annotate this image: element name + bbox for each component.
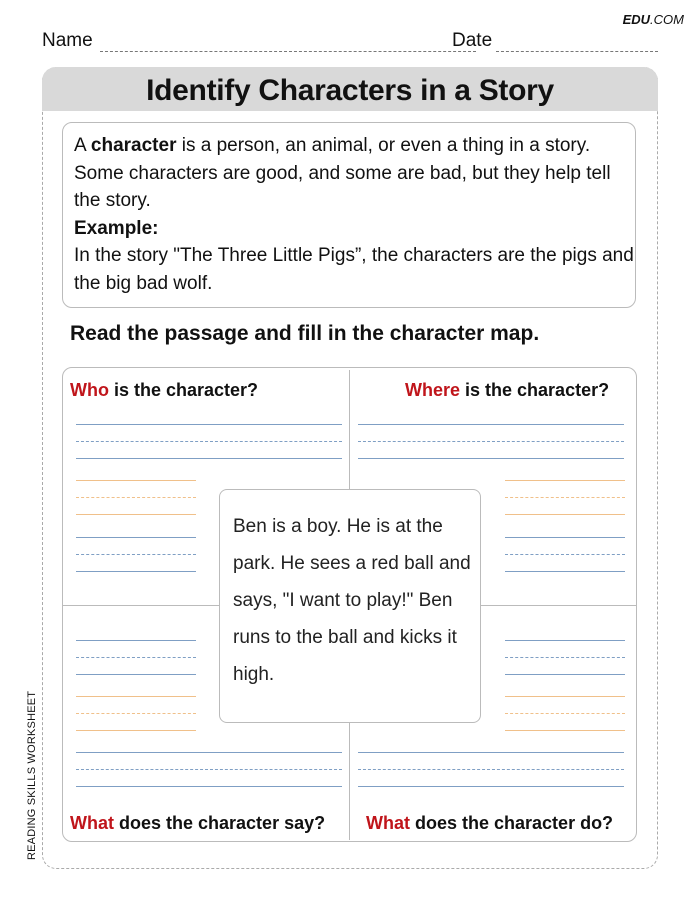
brand-com: .COM xyxy=(650,12,684,27)
writing-line[interactable] xyxy=(76,537,196,538)
writing-line xyxy=(76,657,196,658)
writing-line[interactable] xyxy=(76,640,196,641)
writing-line[interactable] xyxy=(505,674,625,675)
brand-logo xyxy=(623,12,684,27)
writing-line[interactable] xyxy=(76,696,196,697)
writing-line[interactable] xyxy=(505,730,625,731)
say-label xyxy=(70,813,325,834)
writing-line[interactable] xyxy=(76,514,196,515)
brand-edu: EDU xyxy=(622,12,651,27)
writing-line[interactable] xyxy=(505,537,625,538)
writing-line[interactable] xyxy=(505,640,625,641)
writing-line xyxy=(76,497,196,498)
do-rest: does the character do? xyxy=(410,813,614,833)
writing-line[interactable] xyxy=(76,424,342,425)
definition-keyword: character xyxy=(90,135,177,156)
writing-line[interactable] xyxy=(76,786,342,787)
name-date-row xyxy=(42,30,658,54)
writing-line xyxy=(505,497,625,498)
writing-line[interactable] xyxy=(505,480,625,481)
writing-line xyxy=(76,441,342,442)
writing-line[interactable] xyxy=(505,696,625,697)
do-keyword: What xyxy=(366,813,410,833)
writing-line xyxy=(505,554,625,555)
writing-line xyxy=(358,769,624,770)
definition-text: is a person, an animal, or even a thing in a story. Some characters are good, and some are bad, but they help tell the story. xyxy=(74,135,611,211)
worksheet-type-label: READING SKILLS WORKSHEET xyxy=(26,690,38,860)
who-label xyxy=(70,380,258,401)
say-rest: does the character say? xyxy=(114,813,326,833)
writing-line[interactable] xyxy=(76,730,196,731)
writing-line[interactable] xyxy=(76,752,342,753)
writing-line xyxy=(76,769,342,770)
example-label: Example: xyxy=(74,217,159,239)
writing-line[interactable] xyxy=(76,674,196,675)
story-passage: Ben is a boy. He is at the park. He sees a red ball and says, "I want to play!" Ben runs to the ball and kicks it high. xyxy=(219,489,481,723)
writing-line[interactable] xyxy=(358,424,624,425)
definition-box xyxy=(62,122,636,308)
where-label xyxy=(405,380,609,401)
writing-line[interactable] xyxy=(76,480,196,481)
writing-line xyxy=(76,554,196,555)
writing-line[interactable] xyxy=(76,458,342,459)
writing-line xyxy=(76,713,196,714)
name-field[interactable] xyxy=(100,51,476,52)
name-label: Name xyxy=(42,30,93,51)
where-keyword: Where xyxy=(405,380,461,400)
say-keyword: What xyxy=(70,813,114,833)
writing-line[interactable] xyxy=(358,752,624,753)
who-keyword: Who xyxy=(70,380,109,400)
writing-line xyxy=(505,713,625,714)
title-bar xyxy=(42,67,658,111)
who-rest: is the character? xyxy=(108,380,259,400)
where-rest: is the character? xyxy=(460,380,610,400)
writing-line[interactable] xyxy=(358,786,624,787)
writing-line[interactable] xyxy=(505,571,625,572)
page-title: Identify Characters in a Story xyxy=(146,74,554,107)
writing-line xyxy=(358,441,624,442)
writing-line xyxy=(505,657,625,658)
definition-intro: A xyxy=(74,135,91,156)
writing-line[interactable] xyxy=(358,458,624,459)
instruction-text: Read the passage and fill in the character map. xyxy=(70,322,540,345)
writing-line[interactable] xyxy=(76,571,196,572)
date-label: Date xyxy=(452,30,493,51)
example-text: In the story "The Three Little Pigs”, the characters are the pigs and the big bad wolf. xyxy=(74,245,634,294)
writing-line[interactable] xyxy=(505,514,625,515)
date-field[interactable] xyxy=(496,51,658,52)
do-label xyxy=(366,813,613,834)
